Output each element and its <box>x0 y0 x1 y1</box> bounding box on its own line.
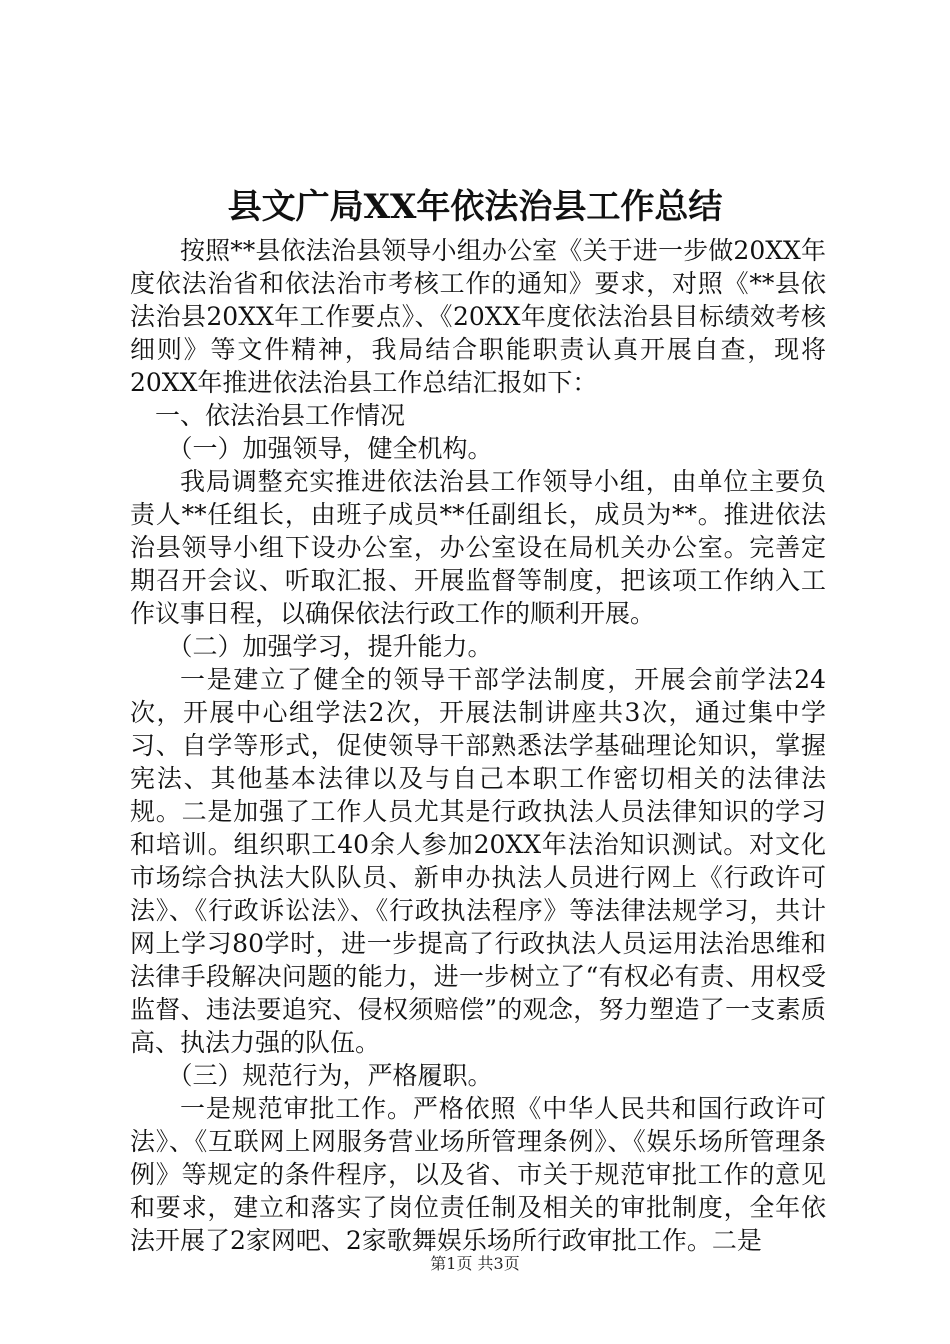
subsection-heading-1: （一）加强领导，健全机构。 <box>167 434 493 463</box>
paragraph-approval: 一是规范审批工作。严格依照《中华人民共和国行政许可法》、《互联网上网服务营业场所管理条例》、《娱乐场所管理条例》等规定的条件程序，以及省、市关于规范审批工作的意见和要求，建立和落实了岗位责任制及相关的审批制度，全年依法开展了2家网吧、2家歌舞娱乐场所行政审批工作。二是 <box>130 1094 826 1255</box>
paragraph-leadership: 我局调整充实推进依法治县工作领导小组，由单位主要负责人**任组长，由班子成员**任副组长，成员为**。推进依法治县领导小组下设办公室，办公室设在局机关办公室。完善定期召开会议、听取汇报、开展监督等制度，把该项工作纳入工作议事日程，以确保依法行政工作的顺利开展。 <box>130 467 826 628</box>
page-footer: 第1页 共3页 <box>430 1254 520 1273</box>
document-title: 县文广局XX年依法治县工作总结 <box>227 187 723 227</box>
subsection-heading-2: （二）加强学习，提升能力。 <box>167 632 493 661</box>
document-body <box>130 234 826 1257</box>
paragraph-intro: 按照**县依法治县领导小组办公室《关于进一步做20XX年度依法治省和依法治市考核工作的通知》要求，对照《**县依法治县20XX年工作要点》、《20XX年度依法治县目标绩效考核细则》等文件精神，我局结合职能职责认真开展自查，现将20XX年推进依法治县工作总结汇报如下： <box>130 236 826 397</box>
section-heading-1: 一、依法治县工作情况 <box>155 401 406 430</box>
subsection-heading-3: （三）规范行为，严格履职。 <box>167 1061 493 1090</box>
paragraph-study: 一是建立了健全的领导干部学法制度，开展会前学法24次，开展中心组学法2次，开展法制讲座共3次，通过集中学习、自学等形式，促使领导干部熟悉法学基础理论知识，掌握宪法、其他基本法律以及与自己本职工作密切相关的法律法规。二是加强了工作人员尤其是行政执法人员法律知识的学习和培训。组织职工40余人参加20XX年法治知识测试。对文化市场综合执法大队队员、新申办执法人员进行网上《行政许可法》、《行政诉讼法》、《行政执法程序》等法律法规学习，共计网上学习80学时，进一步提高了行政执法人员运用法治思维和法律手段解决问题的能力，进一步树立了“有权必有责、用权受监督、违法要追究、侵权须赔偿”的观念，努力塑造了一支素质高、执法力强的队伍。 <box>130 665 826 1057</box>
